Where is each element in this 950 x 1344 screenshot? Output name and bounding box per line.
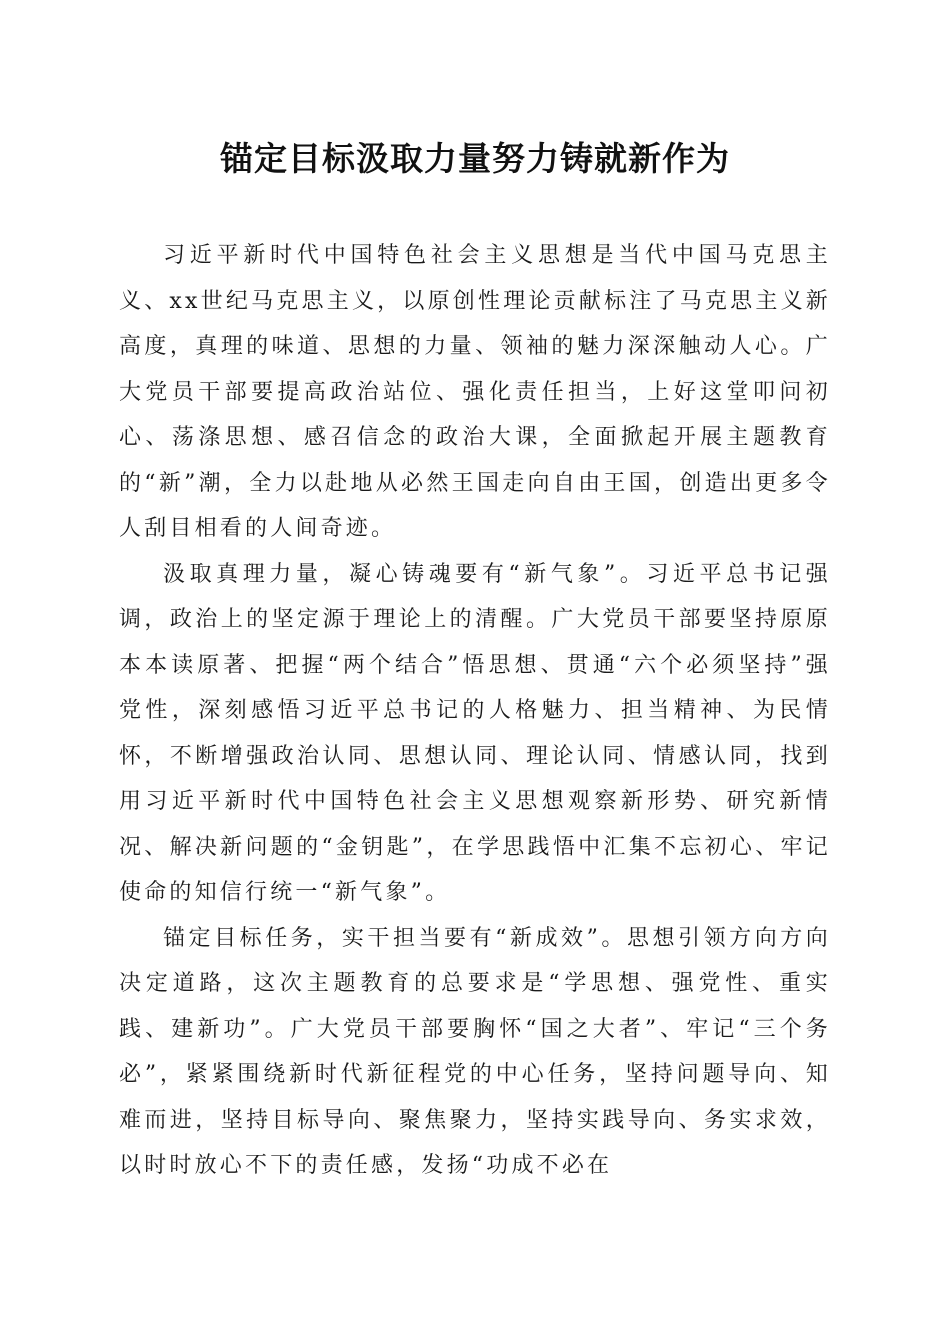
document-body [119, 233, 831, 1189]
paragraph: 锚定目标任务，实干担当要有“新成效”。思想引领方向方向决定道路，这次主题教育的总要求是“学思想、强党性、重实践、建新功”。广大党员干部要胸怀“国之大者”、牢记“三个务必”，紧紧围绕新时代新征程党的中心任务，坚持问题导向、知难而进，坚持目标导向、聚焦聚力，坚持实践导向、务实求效，以时时放心不下的责任感，发扬“功成不必在 [119, 925, 831, 1178]
paragraph: 习近平新时代中国特色社会主义思想是当代中国马克思主义、xx世纪马克思主义，以原创性理论贡献标注了马克思主义新高度，真理的味道、思想的力量、领袖的魅力深深触动人心。广大党员干部要提高政治站位、强化责任担当，上好这堂叩问初心、荡涤思想、感召信念的政治大课，全面掀起开展主题教育的“新”潮，全力以赴地从必然王国走向自由王国，创造出更多令人刮目相看的人间奇迹。 [119, 243, 831, 541]
document-title: 锚定目标汲取力量努力铸就新作为 [220, 139, 730, 178]
paragraph: 汲取真理力量，凝心铸魂要有“新气象”。习近平总书记强调，政治上的坚定源于理论上的清醒。广大党员干部要坚持原原本本读原著、把握“两个结合”悟思想、贯通“六个必须坚持”强党性，深刻感悟习近平总书记的人格魅力、担当精神、为民情怀，不断增强政治认同、思想认同、理论认同、情感认同，找到用习近平新时代中国特色社会主义思想观察新形势、研究新情况、解决新问题的“金钥匙”，在学思践悟中汇集不忘初心、牢记使命的知信行统一“新气象”。 [119, 561, 831, 905]
